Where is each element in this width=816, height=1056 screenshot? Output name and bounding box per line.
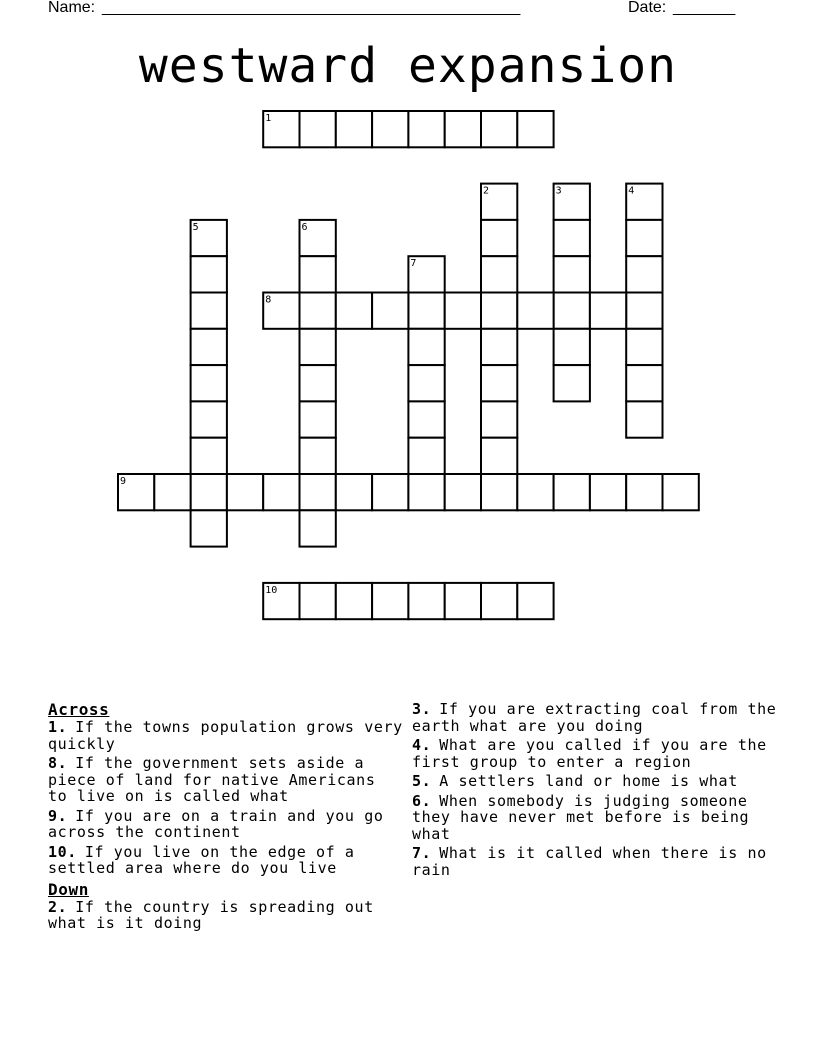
clue-number: 5. <box>412 772 432 790</box>
clue-number: 4. <box>412 736 432 754</box>
grid-cell[interactable] <box>481 401 517 437</box>
clues-left-column <box>48 700 403 935</box>
clue-text: What are you called if you are the first group to enter a region <box>412 736 767 771</box>
grid-cell[interactable] <box>445 583 481 619</box>
grid-cell[interactable] <box>481 293 517 329</box>
grid-cell[interactable] <box>300 365 336 401</box>
grid-cell[interactable] <box>191 293 227 329</box>
clue-item <box>412 773 782 790</box>
clue-text: When somebody is judging someone they have never met before is being what <box>412 791 750 843</box>
clue-item <box>412 737 782 770</box>
clue-item <box>412 793 782 843</box>
grid-cell[interactable] <box>445 474 481 510</box>
grid-cell[interactable] <box>408 365 444 401</box>
grid-cell[interactable] <box>590 474 626 510</box>
grid-cell[interactable] <box>517 293 553 329</box>
grid-cell[interactable] <box>481 220 517 256</box>
grid-cell[interactable] <box>481 474 517 510</box>
grid-cell[interactable] <box>191 329 227 365</box>
grid-cell[interactable] <box>336 111 372 147</box>
date-label: Date: <box>628 0 667 16</box>
grid-cell[interactable] <box>408 329 444 365</box>
grid-cell[interactable] <box>191 510 227 546</box>
grid-cell[interactable] <box>626 474 662 510</box>
grid-cell[interactable] <box>626 365 662 401</box>
across-heading: Across <box>48 700 110 719</box>
grid-cell[interactable] <box>191 438 227 474</box>
name-blank: _______________________________________________ <box>102 0 521 16</box>
clue-text: If you are on a train and you go across the continent <box>48 806 384 841</box>
grid-cell[interactable] <box>626 220 662 256</box>
clue-text: If the government sets aside a piece of land for native Americans to live on is called what <box>48 754 376 805</box>
clue-number: 8. <box>48 754 68 772</box>
grid-cell[interactable] <box>481 365 517 401</box>
grid-cell[interactable] <box>300 510 336 546</box>
cell-number: 2 <box>483 185 490 197</box>
grid-cell[interactable] <box>336 293 372 329</box>
grid-cell[interactable] <box>626 293 662 329</box>
grid-cell[interactable] <box>336 583 372 619</box>
grid-cell[interactable] <box>554 293 590 329</box>
clue-text: If the towns population grows very quickly <box>48 718 403 753</box>
clue-number: 9. <box>48 806 68 825</box>
grid-cell[interactable] <box>626 256 662 292</box>
clue-number: 2. <box>48 897 68 916</box>
grid-cell[interactable] <box>372 583 408 619</box>
grid-cell[interactable] <box>300 474 336 510</box>
clue-text: If the country is spreading out what is it doing <box>48 897 374 932</box>
grid-cell[interactable] <box>300 256 336 292</box>
clue-item <box>48 808 403 841</box>
grid-cell[interactable] <box>372 474 408 510</box>
grid-cell[interactable] <box>191 401 227 437</box>
clue-number: 3. <box>412 700 432 718</box>
puzzle-title: westward expansion <box>138 38 678 94</box>
grid-cell[interactable] <box>554 256 590 292</box>
grid-cell[interactable] <box>408 474 444 510</box>
grid-cell[interactable] <box>263 474 299 510</box>
clue-item <box>412 701 782 734</box>
clue-number: 1. <box>48 718 68 736</box>
clues-right-column <box>412 701 782 881</box>
grid-cell[interactable] <box>408 293 444 329</box>
grid-cell[interactable] <box>408 583 444 619</box>
cell-number: 9 <box>120 476 127 487</box>
clue-item <box>412 845 782 878</box>
down-clue-list-continued <box>412 701 782 878</box>
grid-cell[interactable] <box>408 401 444 437</box>
clue-number: 7. <box>412 844 432 862</box>
grid-cell[interactable] <box>445 111 481 147</box>
grid-cell[interactable] <box>554 474 590 510</box>
date-blank: _______ <box>673 0 736 16</box>
across-clue-list <box>48 719 403 877</box>
grid-cell[interactable] <box>626 401 662 437</box>
clue-text: A settlers land or home is what <box>439 772 738 790</box>
grid-cell[interactable] <box>300 401 336 437</box>
grid-cell[interactable] <box>372 293 408 329</box>
grid-cell[interactable] <box>300 293 336 329</box>
grid-cell[interactable] <box>300 438 336 474</box>
grid-cell[interactable] <box>554 365 590 401</box>
grid-cell[interactable] <box>408 111 444 147</box>
grid-cell[interactable] <box>481 329 517 365</box>
cell-number: 8 <box>265 294 272 306</box>
grid-cell[interactable] <box>517 474 553 510</box>
grid-cell[interactable] <box>191 256 227 292</box>
cell-number: 1 <box>265 113 272 124</box>
name-label: Name: <box>48 0 96 16</box>
clue-number: 6. <box>412 791 432 810</box>
cell-number: 4 <box>628 185 635 197</box>
clue-text: If you live on the edge of a settled area where do you live <box>48 842 355 877</box>
cell-number: 10 <box>265 584 278 596</box>
grid-cell[interactable] <box>554 220 590 256</box>
cell-number: 7 <box>410 258 417 270</box>
grid-cell[interactable] <box>481 256 517 292</box>
grid-cell[interactable] <box>517 111 553 147</box>
clue-item <box>48 719 403 752</box>
grid-cell[interactable] <box>191 365 227 401</box>
grid-cell[interactable] <box>154 474 190 510</box>
clue-text: If you are extracting coal from the earth what are you doing <box>412 700 777 735</box>
grid-cell[interactable] <box>227 474 263 510</box>
grid-cell[interactable] <box>445 293 481 329</box>
grid-cell[interactable] <box>300 583 336 619</box>
grid-cell[interactable] <box>336 474 372 510</box>
cell-number: 6 <box>301 221 308 233</box>
clue-item <box>48 755 403 805</box>
cell-number: 5 <box>192 221 199 233</box>
grid-cell[interactable] <box>481 438 517 474</box>
grid-cell[interactable] <box>191 474 227 510</box>
cell-number: 3 <box>555 185 562 197</box>
grid-cell[interactable] <box>300 111 336 147</box>
grid-cell[interactable] <box>663 474 699 510</box>
grid-cell[interactable] <box>554 329 590 365</box>
grid-cell[interactable] <box>590 293 626 329</box>
grid-cell[interactable] <box>481 583 517 619</box>
clue-text: What is it called when there is no rain <box>412 844 767 879</box>
grid-cell[interactable] <box>481 111 517 147</box>
grid-cell[interactable] <box>626 329 662 365</box>
grid-cell[interactable] <box>372 111 408 147</box>
down-clue-list <box>48 899 403 932</box>
clue-item <box>48 844 403 877</box>
grid-cell[interactable] <box>408 438 444 474</box>
clue-item <box>48 899 403 932</box>
grid-cell[interactable] <box>517 583 553 619</box>
grid-cell[interactable] <box>300 329 336 365</box>
down-heading: Down <box>48 879 89 899</box>
clue-number: 10. <box>48 842 77 861</box>
